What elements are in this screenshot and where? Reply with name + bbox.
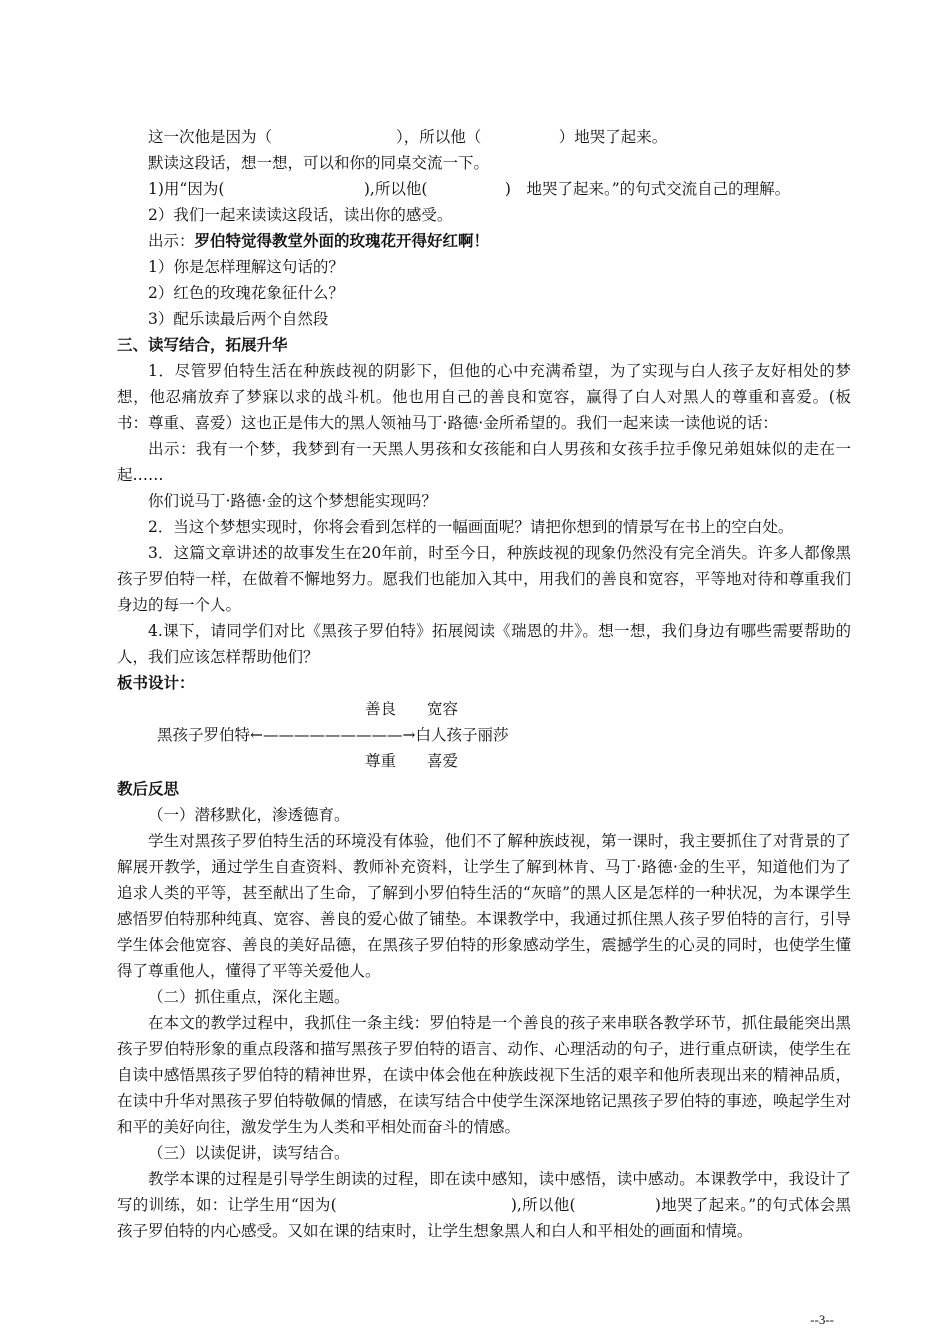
board-main-line: 黑孩子罗伯特←—————————→白人孩子丽莎 — [157, 726, 509, 744]
paragraph: 出示：我有一个梦，我梦到有一天黑人男孩和女孩能和白人男孩和女孩手拉手像兄弟姐妹似的走在一起…… — [117, 440, 851, 484]
board-top-words: 善良 宽容 — [365, 700, 459, 718]
display-line — [117, 228, 851, 254]
paragraph: 教学本课的过程是引导学生朗读的过程，即在读中感知，读中感悟，读中感动。本课教学中，我设计了写的训练，如：让学生用“因为( ),所以他( )地哭了起来。”的句式体会黑孩子罗伯特的内心感受。又如在课的结束时，让学生想象黑人和白人和平相处的画面和情境。 — [117, 1170, 851, 1240]
paragraph: 3．这篇文章讲述的故事发生在20年前，时至今日，种族歧视的现象仍然没有完全消失。许多人都像黑孩子罗伯特一样，在做着不懈地努力。愿我们也能加入其中，用我们的善良和宽容，平等地对待和尊重我们身边的每一个人。 — [117, 544, 851, 614]
text-line: 3）配乐读最后两个自然段 — [148, 310, 329, 328]
text-line: 2）红色的玫瑰花象征什么？ — [148, 284, 344, 302]
paragraph: 你们说马丁·路德·金的这个梦想能实现吗？ — [148, 492, 437, 510]
text-line: 默读这段话，想一想，可以和你的同桌交流一下。 — [148, 154, 490, 172]
paragraph: 学生对黑孩子罗伯特生活的环境没有体验，他们不了解种族歧视，第一课时，我主要抓住了对背景的了解展开教学，通过学生自查资料、教师补充资料，让学生了解到林肯、马丁·路德·金的生平，知道他们为了追求人类的平等，甚至献出了生命，了解到小罗伯特生活的“灰暗”的黑人区是怎样的一种状况，为本课学生感悟罗伯特那种纯真、宽容、善良的爱心做了铺垫。本课教学中，我通过抓住黑人孩子罗伯特的言行，引导学生体会他宽容、善良的美好品德，在黑孩子罗伯特的形象感动学生，震撼学生的心灵的同时，也使学生懂得了尊重他人，懂得了平等关爱他人。 — [117, 832, 851, 980]
paragraph: 1．尽管罗伯特生活在种族歧视的阴影下，但他的心中充满希望，为了实现与白人孩子友好相处的梦想，他忍痛放弃了梦寐以求的战斗机。他也用自己的善良和宽容，赢得了白人对黑人的尊重和喜爱。(板书：尊重、喜爱）这也正是伟大的黑人领袖马丁·路德·金所希望的。我们一起来读一读他说的话： — [117, 362, 851, 432]
board-design — [117, 696, 851, 776]
page-content — [117, 124, 851, 1244]
paragraph: 2．当这个梦想实现时，你将会看到怎样的一幅画面呢？请把你想到的情景写在书上的空白处。 — [148, 518, 794, 536]
display-label: 出示： — [148, 232, 195, 250]
text-line: 1)用“因为( ),所以他( ) 地哭了起来。”的句式交流自己的理解。 — [148, 180, 791, 198]
section-heading: 三、读写结合，拓展升华 — [117, 335, 288, 354]
text-line: 这一次他是因为（ ），所以他（ ）地哭了起来。 — [148, 128, 668, 146]
board-bottom-words: 尊重 喜爱 — [365, 752, 459, 770]
subheading: （一）潜移默化，渗透德育。 — [148, 806, 350, 824]
reflection-heading: 教后反思 — [117, 779, 180, 798]
page-number: --3-- — [810, 1312, 834, 1327]
paragraph: 4.课下，请同学们对比《黑孩子罗伯特》拓展阅读《瑞恩的井》。想一想，我们身边有哪些需要帮助的人，我们应该怎样帮助他们？ — [117, 622, 851, 666]
subheading: （三）以读促讲，读写结合。 — [148, 1144, 350, 1162]
subheading: （二）抓住重点，深化主题。 — [148, 988, 350, 1006]
display-quote: 罗伯特觉得教堂外面的玫瑰花开得好红啊！ — [194, 231, 490, 250]
text-line: 1）你是怎样理解这句话的？ — [148, 258, 344, 276]
board-design-heading: 板书设计： — [117, 673, 195, 692]
text-line: 2）我们一起来读读这段话，读出你的感受。 — [148, 206, 453, 224]
paragraph: 在本文的教学过程中，我抓住一条主线：罗伯特是一个善良的孩子来串联各教学环节，抓住最能突出黑孩子罗伯特形象的重点段落和描写黑孩子罗伯特的语言、动作、心理活动的句子，进行重点研读，使学生在自读中感悟黑孩子罗伯特的精神世界，在读中体会他在种族歧视下生活的艰辛和他所表现出来的精神品质，在读中升华对黑孩子罗伯特敬佩的情感，在读写结合中使学生深深地铭记黑孩子罗伯特的事迹，唤起学生对和平的美好向往，激发学生为人类和平相处而奋斗的情感。 — [117, 1014, 851, 1136]
